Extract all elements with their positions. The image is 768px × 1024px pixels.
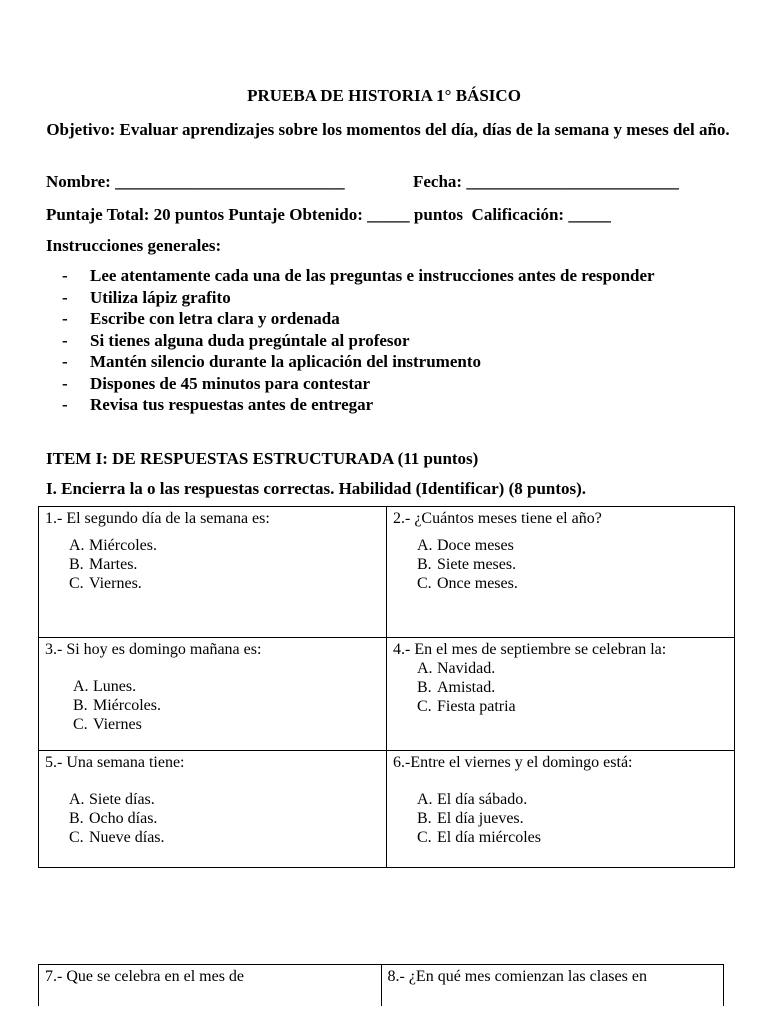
questions-table-next [38, 964, 724, 1006]
question-cell-2 [387, 507, 735, 638]
instruction-text: Dispones de 45 minutos para contestar [90, 373, 371, 393]
question-text: 8.- ¿En qué mes comienzan las clases en [387, 968, 647, 985]
page-title: PRUEBA DE HISTORIA 1° BÁSICO [247, 86, 521, 105]
list-dash: - [62, 373, 68, 393]
question-text: 3.- Si hoy es domingo mañana es: [45, 641, 262, 658]
instruction-text: Escribe con letra clara y ordenada [90, 309, 340, 328]
instructions-list [62, 265, 742, 416]
instruction-text: Si tienes alguna duda pregúntale al profesor [90, 330, 410, 350]
instruction-text: Mantén silencio durante la aplicación del instrumento [90, 352, 481, 371]
question-text: 1.- El segundo día de la semana es: [45, 510, 270, 527]
list-dash: - [62, 309, 68, 328]
instruction-text: Lee atentamente cada una de las preguntas e instrucciones antes de responder [90, 266, 655, 285]
option-b: B. El día jueves. [417, 810, 524, 827]
option-b: B. Siete meses. [417, 556, 517, 573]
question-cell-7 [39, 965, 382, 1007]
questions-table [38, 506, 735, 868]
question-cell-5 [39, 751, 387, 868]
instruction-item [62, 373, 742, 395]
question-cell-6 [387, 751, 735, 868]
table-row [39, 965, 724, 1007]
instruction-item [62, 265, 742, 287]
option-c: C. Fiesta patria [417, 698, 516, 715]
option-c: C. El día miércoles [417, 829, 541, 846]
instruction-item [62, 308, 742, 330]
list-dash: - [62, 287, 68, 307]
option-a: A. Siete días. [69, 791, 155, 808]
instruction-item [62, 351, 742, 373]
list-dash: - [62, 352, 68, 371]
name-field-label: Nombre: ___________________________ [46, 172, 345, 191]
question-cell-3 [39, 638, 387, 751]
instructions-heading: Instrucciones generales: [46, 236, 222, 255]
instruction-item [62, 287, 742, 309]
option-a: A. Lunes. [73, 678, 137, 695]
instruction-item [62, 394, 742, 416]
option-b: B. Miércoles. [73, 697, 161, 714]
list-dash: - [62, 266, 68, 285]
question-text: 4.- En el mes de septiembre se celebran la: [393, 641, 667, 658]
question-cell-8 [381, 965, 724, 1007]
instruction-text: Utiliza lápiz grafito [90, 287, 231, 307]
list-dash: - [62, 330, 68, 350]
option-a: A. El día sábado. [417, 791, 528, 808]
question-text: 6.-Entre el viernes y el domingo está: [393, 754, 633, 771]
option-c: C. Nueve días. [69, 829, 165, 846]
table-row [39, 507, 735, 638]
table-row [39, 751, 735, 868]
score-line: Puntaje Total: 20 puntos Puntaje Obtenido: _____ puntos Calificación: _____ [46, 205, 611, 224]
question-cell-4 [387, 638, 735, 751]
option-a: A. Navidad. [417, 660, 496, 677]
option-a: A. Miércoles. [69, 537, 157, 554]
date-field-label: Fecha: _________________________ [413, 172, 679, 191]
item-title: ITEM I: DE RESPUESTAS ESTRUCTURADA (11 puntos) [46, 449, 479, 468]
option-b: B. Martes. [69, 556, 138, 573]
instruction-text: Revisa tus respuestas antes de entregar [90, 395, 374, 414]
question-text: 5.- Una semana tiene: [45, 754, 185, 771]
section-subtitle: I. Encierra la o las respuestas correctas. Habilidad (Identificar) (8 puntos). [46, 479, 587, 498]
option-b: B. Amistad. [417, 679, 496, 696]
option-c: C. Once meses. [417, 575, 518, 592]
table-row [39, 638, 735, 751]
question-cell-1 [39, 507, 387, 638]
option-c: C. Viernes [73, 716, 142, 733]
option-b: B. Ocho días. [69, 810, 158, 827]
option-a: A. Doce meses [417, 537, 514, 554]
option-c: C. Viernes. [69, 575, 142, 592]
objective-text: Objetivo: Evaluar aprendizajes sobre los momentos del día, días de la semana y meses del año. [46, 120, 730, 139]
question-text: 2.- ¿Cuántos meses tiene el año? [393, 510, 602, 527]
instruction-item [62, 330, 742, 352]
question-text: 7.- Que se celebra en el mes de [45, 968, 245, 985]
list-dash: - [62, 395, 68, 414]
